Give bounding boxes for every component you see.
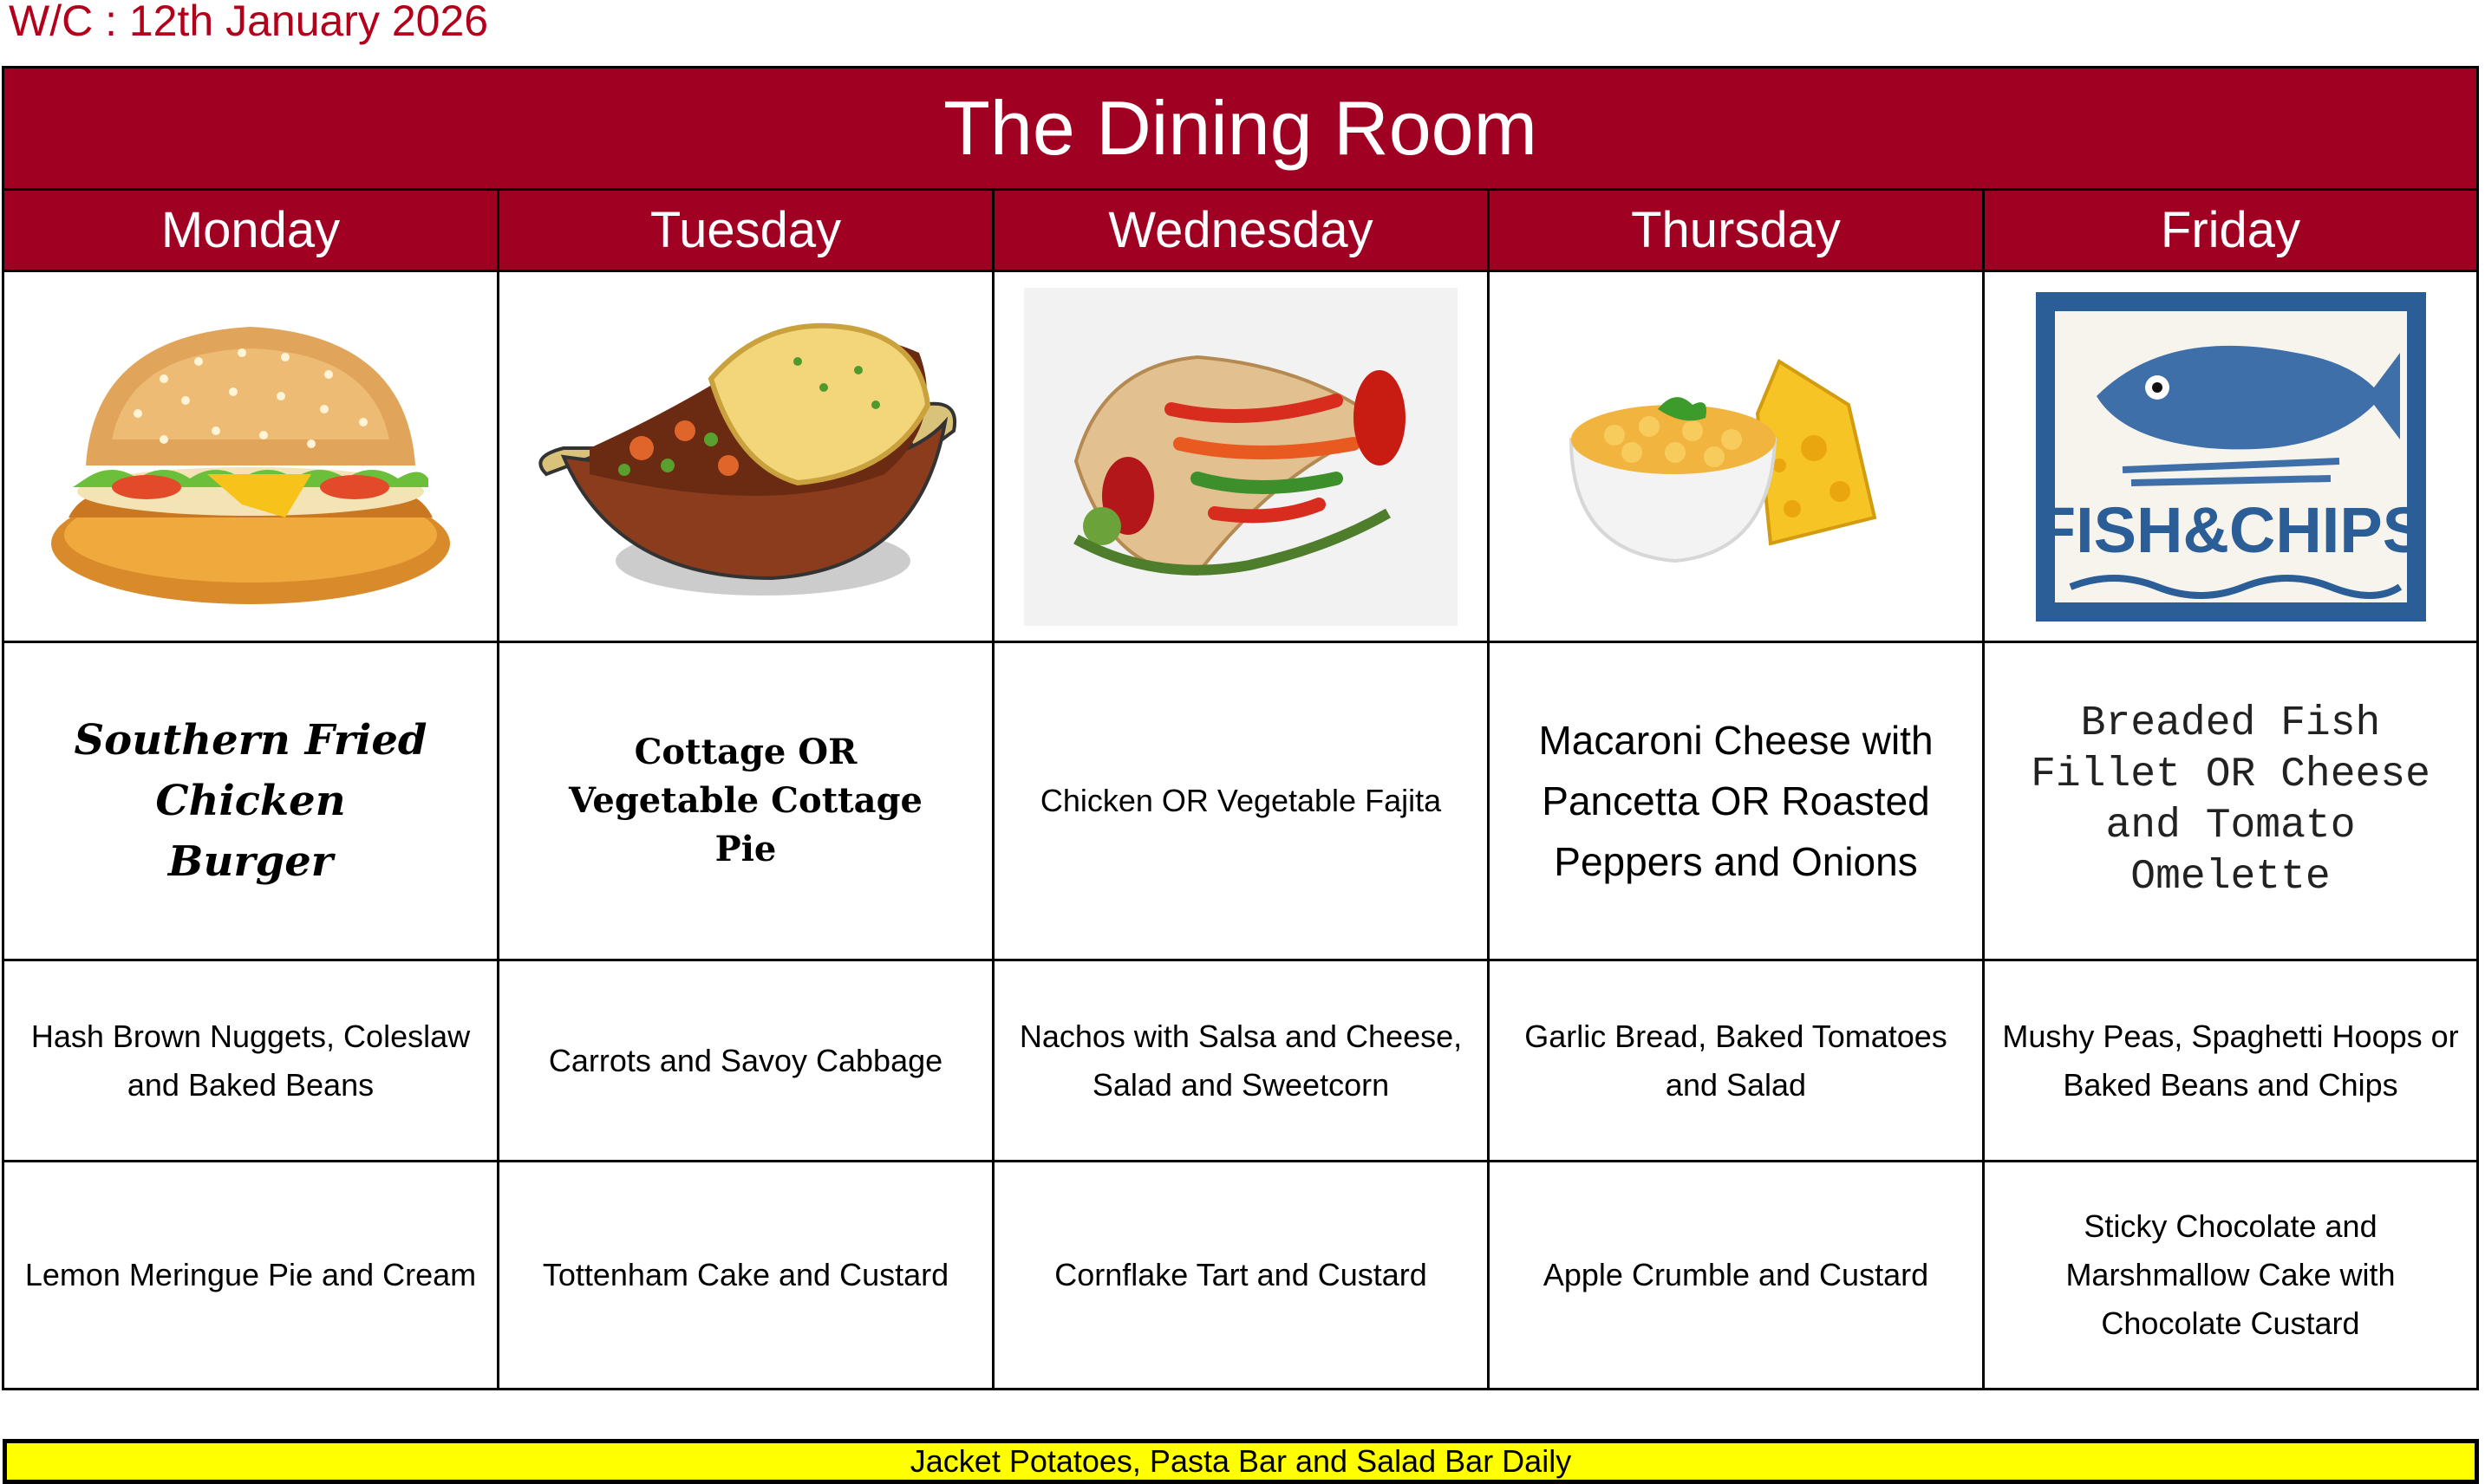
dessert-thursday (1490, 1162, 1985, 1388)
image-cell-wednesday (995, 272, 1490, 643)
side-thursday (1490, 961, 1985, 1162)
fish-and-chips-icon (2036, 292, 2426, 622)
main-wednesday-text: Chicken OR Vegetable Fajita (1040, 783, 1442, 818)
main-monday-text: Southern Fried Chicken Burger (74, 716, 427, 886)
image-cell-thursday (1490, 272, 1985, 643)
main-friday (1985, 643, 2476, 961)
dessert-friday (1985, 1162, 2476, 1388)
main-thursday (1490, 643, 1985, 961)
cottage-pie-icon (512, 301, 980, 613)
side-monday-text: Hash Brown Nuggets, Coleslaw and Baked Beans (30, 1018, 471, 1103)
dessert-wednesday-text: Cornflake Tart and Custard (1054, 1257, 1427, 1292)
day-header-thursday: Thursday (1490, 191, 1985, 272)
daily-options-banner (3, 1439, 2479, 1484)
side-thursday-text: Garlic Bread, Baked Tomatoes and Salad (1524, 1018, 1947, 1103)
side-tuesday-text: Carrots and Savoy Cabbage (548, 1042, 943, 1078)
main-wednesday (995, 643, 1490, 961)
menu-table (2, 66, 2479, 1390)
dessert-monday-text: Lemon Meringue Pie and Cream (24, 1257, 477, 1292)
main-friday-text: Breaded Fish Fillet OR Cheese and Tomato Omelette (2031, 700, 2430, 901)
side-monday (4, 961, 499, 1162)
image-cell-tuesday (499, 272, 995, 643)
dessert-friday-text: Sticky Chocolate and Marshmallow Cake with Chocolate Custard (2065, 1208, 2396, 1341)
day-header-monday: Monday (4, 191, 499, 272)
dessert-thursday-text: Apple Crumble and Custard (1543, 1257, 1929, 1292)
side-friday (1985, 961, 2476, 1162)
main-thursday-text: Macaroni Cheese with Pancetta OR Roasted Peppers and Onions (1538, 718, 1934, 884)
fish-chips-logo-text: FISH&CHIPS (2036, 493, 2425, 566)
week-commencing-label: W/C : 12th January 2026 (9, 0, 489, 45)
mac-and-cheese-icon (1562, 344, 1909, 570)
dessert-monday (4, 1162, 499, 1388)
image-cell-monday (4, 272, 499, 643)
day-header-tuesday: Tuesday (499, 191, 995, 272)
side-friday-text: Mushy Peas, Spaghetti Hoops or Baked Beans and Chips (2002, 1018, 2459, 1103)
side-wednesday (995, 961, 1490, 1162)
main-monday (4, 643, 499, 961)
side-wednesday-text: Nachos with Salsa and Cheese, Salad and Sweetcorn (1019, 1018, 1463, 1103)
dessert-wednesday (995, 1162, 1490, 1388)
daily-options-text: Jacket Potatoes, Pasta Bar and Salad Bar Daily (910, 1443, 1572, 1479)
main-tuesday-text: Cottage OR Vegetable Cottage Pie (569, 732, 923, 869)
day-header-wednesday: Wednesday (995, 191, 1490, 272)
menu-title: The Dining Room (4, 68, 2476, 191)
side-tuesday (499, 961, 995, 1162)
dessert-tuesday (499, 1162, 995, 1388)
dessert-tuesday-text: Tottenham Cake and Custard (542, 1257, 949, 1292)
day-header-friday: Friday (1985, 191, 2476, 272)
burger-icon (34, 301, 467, 613)
fajita-icon (1024, 288, 1458, 626)
main-tuesday (499, 643, 995, 961)
image-cell-friday (1985, 272, 2476, 643)
